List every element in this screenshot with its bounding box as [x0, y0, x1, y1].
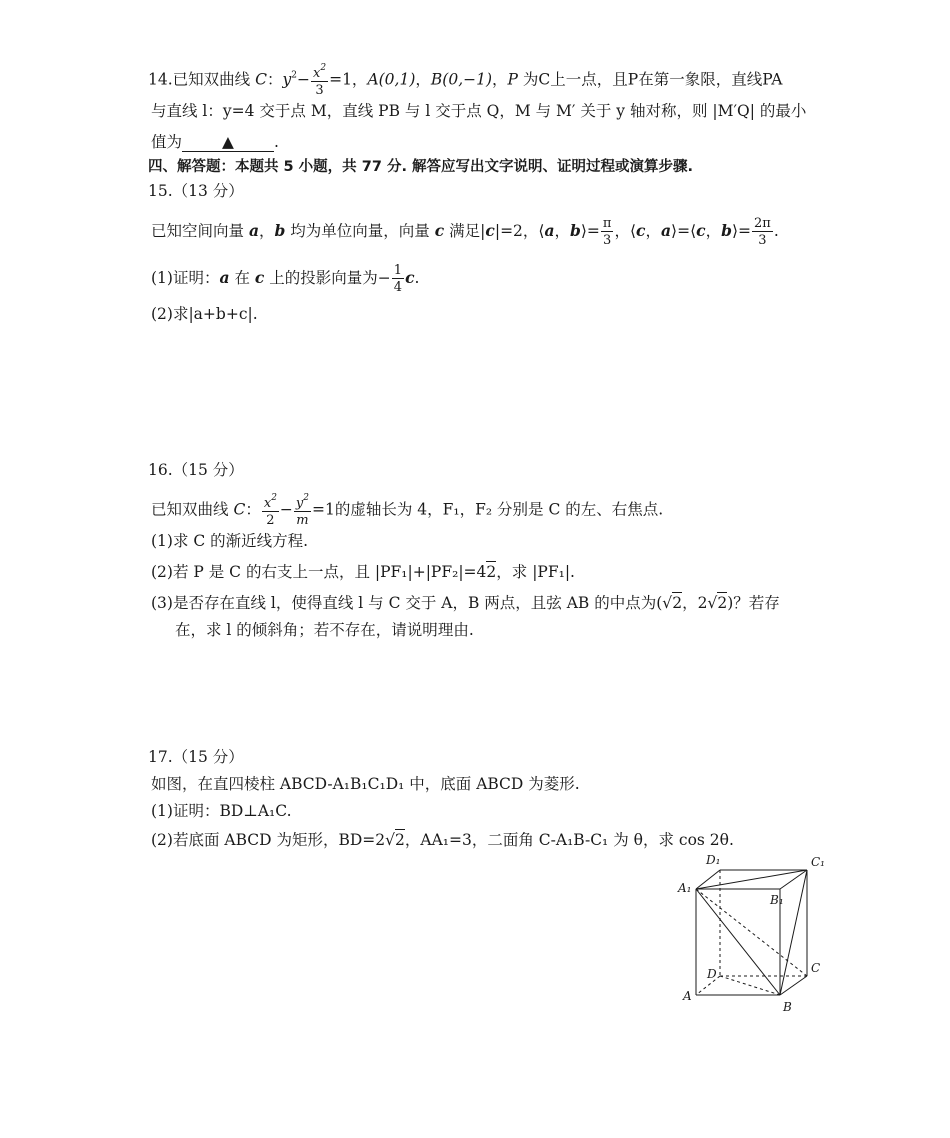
q16-part2: (2)若 P 是 C 的右支上一点，且 |PF₁|+|PF₂|=42，求 |PF₁|.	[151, 563, 575, 581]
q15-stem-c: 满足	[449, 222, 481, 240]
q15-stem-a: 已知空间向量	[151, 222, 245, 240]
label-c1: C₁	[811, 855, 825, 869]
q14-point-b: B(0,−1)	[430, 70, 493, 89]
q14-line3-suffix: .	[274, 133, 279, 151]
answer-blank	[182, 133, 274, 152]
q17-stem: 如图，在直四棱柱 ABCD-A₁B₁C₁D₁ 中，底面 ABCD 为菱形.	[151, 775, 580, 793]
label-d: D	[707, 967, 717, 981]
q17-part1: (1)证明：BD⊥A₁C.	[151, 802, 292, 820]
q14-line3-prefix: 值为	[151, 133, 183, 151]
triangle-icon: ▲	[222, 133, 234, 151]
label-a1: A₁	[678, 881, 692, 895]
q16-part3-suffix: ？若存	[733, 594, 780, 612]
q17-part2-suffix: ，AA₁=3，二面角 C-A₁B-C₁ 为 θ，求 cos 2θ.	[404, 831, 734, 849]
label-b: B	[783, 1000, 792, 1014]
q14-stem-mid: 为C上一点，且P在第一象限，直线PA	[522, 70, 783, 89]
q16-part3-line2: 在，求 l 的倾斜角；若不存在，请说明理由.	[175, 621, 474, 639]
q14-curve-name: C	[255, 70, 267, 89]
edge-a1-d1	[696, 870, 720, 889]
q16-part3-prefix: (3)是否存在直线 l，使得直线 l 与 C 交于 A，B 两点，且弦 AB 的中点为(	[151, 594, 663, 612]
q15-part1-mid: 在	[234, 269, 250, 287]
q14-fraction: $\frac{x^2}{3}$	[313, 63, 327, 98]
q16-part2-prefix: (2)若 P 是 C 的右支上一点，且 |PF₁|+|PF₂|=4	[151, 563, 487, 581]
q17-part2: (2)若底面 ABCD 为矩形，BD=2√2，AA₁=3，二面角 C-A₁B-C₁ 为 θ，求 cos 2θ.	[151, 831, 734, 849]
q15-part1-mid2: 上的投影向量为−	[269, 269, 391, 287]
q14-point-a: A(0,1)	[367, 70, 416, 89]
q15-part1-prefix: (1)证明：	[151, 269, 220, 287]
q17-header: 17.（15 分）	[148, 748, 244, 766]
label-d1: D₁	[706, 853, 721, 867]
q14-line2: 与直线 l：y=4 交于点 M，直线 PB 与 l 交于点 Q，M 与 M′ 关于 y 轴对称，则 |M′Q| 的最小	[151, 102, 807, 120]
segment-a1-c	[696, 889, 807, 976]
section-four-heading: 四、解答题：本题共 5 小题，共 77 分. 解答应写出文字说明、证明过程或演算步骤.	[148, 159, 694, 175]
q14-number: 14.	[148, 70, 173, 89]
q15-stem-b: 均为单位向量，向量	[290, 222, 430, 240]
label-b1: B₁	[770, 893, 784, 907]
q15-part1: (1)证明：a 在 c 上的投影向量为− $\frac{1}{4}$ c.	[151, 263, 420, 295]
q16-part3-line1: (3)是否存在直线 l，使得直线 l 与 C 交于 A，B 两点，且弦 AB 的中点为(√2，2√2)？若存	[151, 594, 780, 612]
q14-line3	[151, 131, 279, 153]
edge-b-c	[780, 976, 807, 995]
q15-stem: 已知空间向量 a，b 均为单位向量，向量 c 满足|c|=2，⟨a，b⟩= $\frac{\pi}{3}$ ，⟨c，a⟩=⟨c，b⟩= $\frac{2\pi}{3}$ .	[151, 216, 779, 248]
q16-stem-suffix: 的虚轴长为 4，F₁，F₂ 分别是 C 的左、右焦点.	[334, 500, 664, 519]
q16-stem: 已知双曲线 C： $\frac{x^2}{2}$ − $\frac{y^2}{m}$ =1的虚轴长为 4，F₁，F₂ 分别是 C 的左、右焦点.	[151, 493, 664, 528]
q16-stem-prefix: 已知双曲线	[151, 500, 229, 519]
q16-header: 16.（15 分）	[148, 461, 244, 479]
q17-part2-prefix: (2)若底面 ABCD 为矩形，BD=2	[151, 831, 386, 849]
segment-a1-c1	[696, 870, 807, 889]
segment-b-d	[720, 976, 780, 995]
q15-part2: (2)求|a+b+c|.	[151, 305, 258, 323]
q14-intro: 已知双曲线	[172, 70, 251, 89]
prism-figure	[675, 850, 835, 1015]
q16-part2-suffix: ，求 |PF₁|.	[496, 563, 575, 581]
label-a: A	[683, 989, 692, 1003]
q14-line1: 14.已知双曲线 C：$y^2-$ $\frac{x^2}{3}$ =1，A(0,1)，B(0,−1)，P 为C上一点，且P在第一象限，直线PA	[148, 63, 783, 98]
label-c: C	[811, 961, 821, 975]
edge-c1-b1	[780, 870, 807, 889]
q16-part1: (1)求 C 的渐近线方程.	[151, 532, 309, 550]
q15-header: 15.（13 分）	[148, 182, 244, 200]
